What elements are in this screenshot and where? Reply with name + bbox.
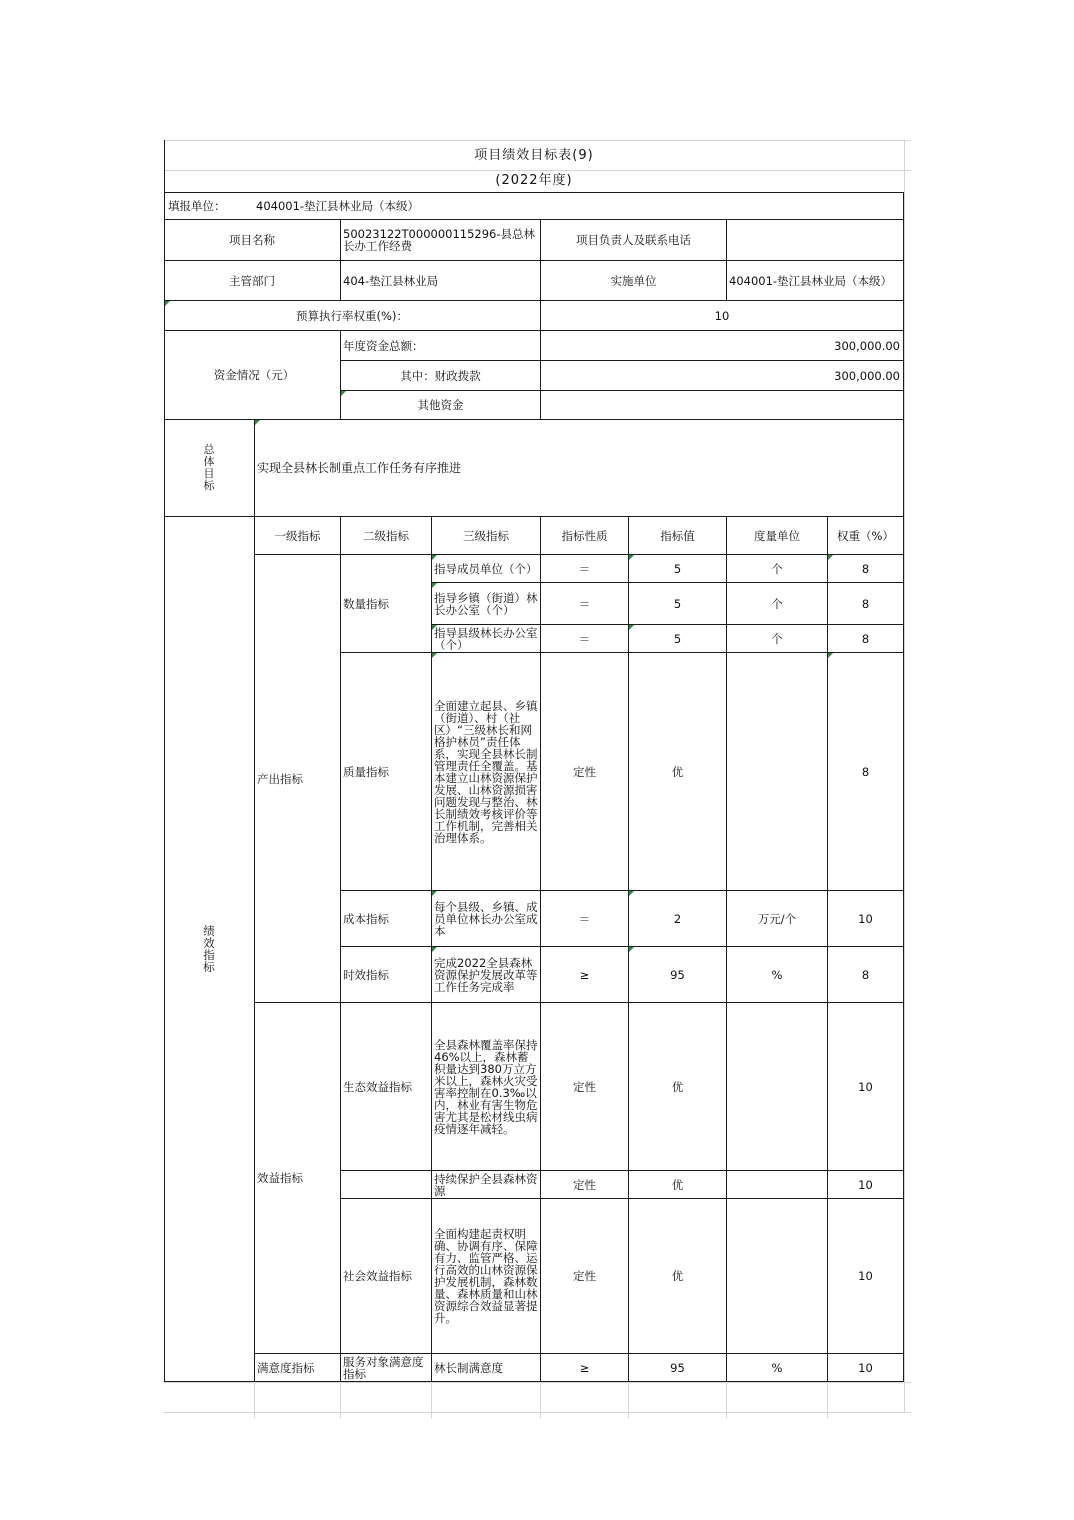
project-leader-label: 项目负责人及联系电话 bbox=[576, 233, 691, 247]
indicator-weight: 10 bbox=[858, 1177, 873, 1192]
indicator-weight: 8 bbox=[861, 631, 870, 646]
header-nature: 指标性质 bbox=[561, 528, 608, 543]
dept-value: 404-垫江县林业局 bbox=[343, 273, 439, 288]
level3-indicator: 持续保护全县森林资源 bbox=[434, 1171, 538, 1198]
level2-service-satisfaction: 服务对象满意度指标 bbox=[343, 1354, 424, 1381]
funds-total-label: 年度资金总额： bbox=[343, 338, 424, 353]
level3-indicator: 指导乡镇（街道）林长办公室（个） bbox=[434, 590, 538, 617]
indicator-value: 95 bbox=[670, 1360, 685, 1375]
funds-fiscal-value: 300,000.00 bbox=[834, 368, 900, 383]
indicator-unit: % bbox=[771, 967, 783, 982]
level1-benefit: 效益指标 bbox=[257, 1171, 303, 1185]
indicator-weight: 10 bbox=[858, 1079, 873, 1094]
indicator-unit bbox=[727, 1199, 827, 1353]
level3-indicator: 每个县级、乡镇、成员单位林长办公室成本 bbox=[434, 899, 538, 938]
indicator-weight: 10 bbox=[858, 911, 873, 926]
indicator-weight: 8 bbox=[861, 764, 870, 779]
indicator-value: 95 bbox=[670, 967, 685, 982]
indicator-unit bbox=[727, 653, 827, 890]
project-leader-value bbox=[727, 220, 903, 260]
level3-indicator: 全面建立起县、乡镇（街道）、村（社区）“三级林长和网格护林员”责任体系，实现全县林长制管理责任全覆盖。基本建立山林资源保护发展、山林资源损害问题发现与整治、林长制绩效考核评价等工作机制，完善相关治理体系。 bbox=[434, 698, 538, 845]
indicator-weight: 10 bbox=[858, 1269, 873, 1283]
level3-indicator: 指导县级林长办公室（个） bbox=[434, 625, 538, 652]
impl-label: 实施单位 bbox=[610, 273, 657, 288]
funds-other-label: 其他资金 bbox=[417, 398, 464, 412]
level2-social: 社会效益指标 bbox=[343, 1269, 412, 1283]
header-value: 指标值 bbox=[660, 528, 695, 543]
funds-total-value: 300,000.00 bbox=[834, 338, 900, 353]
indicator-unit bbox=[727, 1003, 827, 1170]
indicator-nature: 定性 bbox=[573, 1079, 596, 1094]
indicator-value: 5 bbox=[673, 631, 682, 646]
indicator-nature: ＝ bbox=[578, 561, 591, 576]
level3-indicator: 完成2022全县森林资源保护发展改革等工作任务完成率 bbox=[434, 955, 538, 994]
indicator-value: 2 bbox=[673, 911, 682, 926]
performance-indicator-label: 绩效指标 bbox=[203, 924, 215, 974]
indicator-nature: 定性 bbox=[573, 764, 596, 779]
level3-indicator: 全面构建起责权明确、协调有序、保障有力、监管严格、运行高效的山林资源保护发展机制，森林数量、森林质量和山林资源综合效益显著提升。 bbox=[434, 1227, 538, 1325]
level2-timeliness: 时效指标 bbox=[343, 967, 389, 982]
indicator-value: 5 bbox=[673, 561, 682, 576]
indicator-weight: 8 bbox=[861, 596, 870, 611]
indicator-unit bbox=[727, 1171, 827, 1198]
project-name-value: 50023122T000000115296-县总林长办工作经费 bbox=[343, 227, 536, 253]
funds-label: 资金情况（元） bbox=[213, 368, 295, 382]
indicator-weight: 10 bbox=[858, 1360, 873, 1375]
indicator-nature: ≥ bbox=[579, 967, 590, 982]
level2-blank bbox=[341, 1171, 431, 1198]
filler-value: 404001-垫江县林业局（本级） bbox=[256, 199, 420, 213]
funds-other-value bbox=[541, 391, 903, 419]
indicator-value: 优 bbox=[671, 764, 684, 779]
indicator-nature: ＝ bbox=[578, 911, 591, 926]
indicator-unit: % bbox=[771, 1360, 783, 1375]
level2-quality: 质量指标 bbox=[343, 764, 389, 779]
level3-indicator: 林长制满意度 bbox=[434, 1360, 503, 1375]
level2-quantity: 数量指标 bbox=[343, 596, 389, 611]
overall-goal-text: 实现全县林长制重点工作任务有序推进 bbox=[257, 461, 462, 475]
level3-indicator: 指导成员单位（个） bbox=[434, 561, 538, 576]
project-name-label: 项目名称 bbox=[229, 233, 275, 247]
indicator-weight: 8 bbox=[861, 561, 870, 576]
header-level1: 一级指标 bbox=[274, 528, 321, 543]
performance-target-sheet bbox=[164, 140, 911, 1420]
indicator-unit: 个 bbox=[771, 561, 783, 576]
indicator-value: 优 bbox=[671, 1177, 684, 1192]
indicator-unit: 个 bbox=[771, 596, 783, 611]
indicator-unit: 万元/个 bbox=[757, 911, 797, 926]
indicator-nature: ＝ bbox=[578, 631, 591, 646]
dept-label: 主管部门 bbox=[229, 273, 275, 288]
level2-cost: 成本指标 bbox=[343, 911, 389, 926]
funds-fiscal-label: 其中：财政拨款 bbox=[400, 368, 481, 383]
indicator-unit: 个 bbox=[771, 631, 783, 646]
indicator-nature: 定性 bbox=[573, 1269, 596, 1283]
table-title: 项目绩效目标表(9) bbox=[474, 148, 594, 163]
indicator-value: 优 bbox=[671, 1079, 684, 1094]
header-weight: 权重（%） bbox=[837, 528, 894, 543]
budget-label: 预算执行率权重(%)： bbox=[296, 308, 408, 323]
filler-label: 填报单位： bbox=[168, 199, 226, 213]
indicator-value: 优 bbox=[671, 1269, 684, 1283]
level1-satisfaction: 满意度指标 bbox=[257, 1360, 315, 1375]
indicator-nature: ＝ bbox=[578, 596, 591, 611]
level3-indicator: 全县森林覆盖率保持46%以上，森林蓄积量达到380万立方米以上，森林火灾受害率控制在0.3‰以内，林业有害生物危害尤其是松材线虫病疫情逐年减轻。 bbox=[434, 1037, 538, 1136]
indicator-nature: ≥ bbox=[579, 1360, 590, 1375]
indicator-weight: 8 bbox=[861, 967, 870, 982]
overall-goal-label: 总体目标 bbox=[203, 443, 215, 492]
indicator-value: 5 bbox=[673, 596, 682, 611]
level2-ecological: 生态效益指标 bbox=[343, 1079, 412, 1094]
header-unit: 度量单位 bbox=[754, 528, 800, 543]
impl-value: 404001-垫江县林业局（本级） bbox=[729, 273, 893, 288]
level1-output: 产出指标 bbox=[257, 771, 303, 786]
header-level2: 二级指标 bbox=[363, 528, 409, 543]
table-year: (2022年度) bbox=[495, 173, 573, 188]
indicator-nature: 定性 bbox=[573, 1177, 596, 1192]
header-level3: 三级指标 bbox=[463, 528, 509, 543]
budget-value: 10 bbox=[714, 308, 730, 323]
